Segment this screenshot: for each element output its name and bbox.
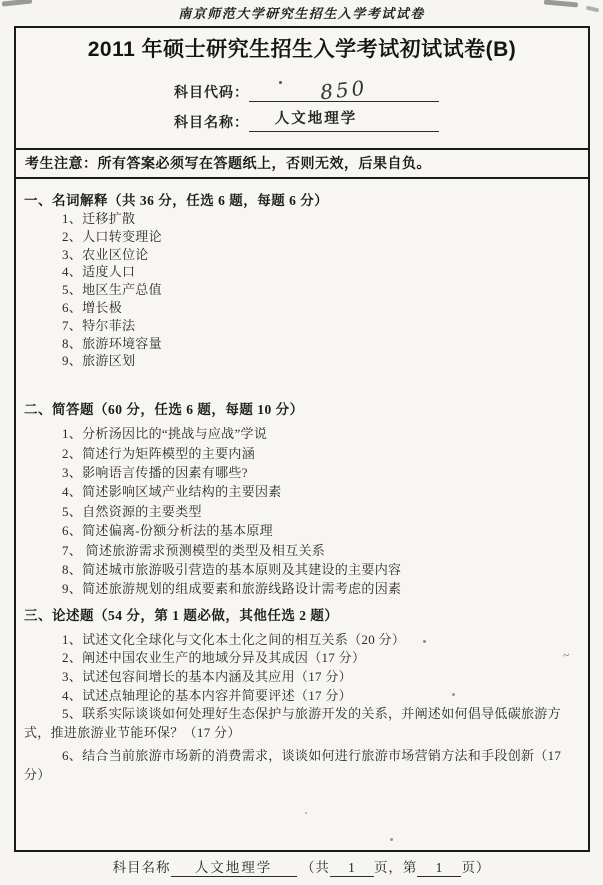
subject-code-underline: [249, 75, 439, 105]
footer-pages-open: （共: [300, 860, 330, 875]
question-item: 2、简述行为矩阵模型的主要内涵: [62, 445, 256, 461]
footer-total-pages: 1: [330, 860, 374, 877]
section-short-answer-heading: 二、简答题（60 分，任选 6 题，每题 10 分）: [24, 402, 304, 418]
question-item: 7、 简述旅游需求预测模型的类型及相互关系: [62, 542, 326, 558]
footer-subject-label: 科目名称: [112, 860, 171, 875]
section-essay: [24, 607, 576, 785]
questions-area: [16, 179, 588, 785]
section-short-answer: [24, 401, 576, 599]
question-item: 4、简述影响区域产业结构的主要因素: [62, 484, 282, 500]
exam-title: 2011 年硕士研究生招生入学考试初试试卷(B): [87, 38, 517, 61]
question-item: 6、简述偏离-份额分析法的基本原理: [62, 523, 273, 539]
scan-speck: [390, 838, 393, 841]
subject-name-underline: [249, 107, 439, 132]
subject-name-label: 科目名称：: [174, 116, 249, 131]
question-item: 5、地区生产总值: [62, 282, 162, 298]
question-item: 5、联系实际谈谈如何处理好生态保护与旅游开发的关系，并阐述如何倡导低碳旅游方式，推进旅游业节能环保？（17 分）: [24, 706, 561, 740]
footer-subject-value: 人文地理学: [171, 856, 297, 877]
scan-speck: [423, 640, 426, 643]
footer-pages-close: 页）: [461, 860, 491, 875]
subject-name-value: 人文地理学: [274, 111, 358, 127]
footer-pages-mid: 页，第: [373, 860, 418, 875]
subject-fields: [174, 77, 588, 137]
page-header: 南京师范大学研究生招生入学考试试卷: [178, 7, 425, 22]
question-item: 3、影响语言传播的因素有哪些?: [62, 464, 248, 480]
subject-code-row: [174, 77, 588, 107]
ink-dot: [279, 81, 282, 84]
question-item: 6、结合当前旅游市场新的消费需求，谈谈如何进行旅游市场营销方法和手段创新（17 分）: [24, 748, 562, 782]
subject-code-value: 850: [319, 75, 369, 105]
question-item: 1、试述文化全球化与文化本土化之间的相互关系（20 分）: [62, 631, 406, 647]
exam-paper-frame: [14, 26, 590, 852]
question-item: 8、简述城市旅游吸引营造的基本原则及其建设的主要内容: [62, 562, 402, 578]
question-item: 7、特尔菲法: [62, 317, 136, 333]
notice-banner: 考生注意：所有答案必须写在答题纸上，否则无效，后果自负。: [16, 148, 588, 179]
question-item: 9、简述旅游规划的组成要素和旅游线路设计需考虑的因素: [62, 581, 402, 597]
question-item: 4、适度人口: [62, 264, 136, 280]
subject-name-row: [174, 107, 588, 137]
question-item: 1、迁移扩散: [62, 211, 136, 226]
question-item: 4、试述点轴理论的基本内容并简要评述（17 分）: [62, 687, 352, 703]
scan-speck: [305, 812, 307, 814]
scan-mark: ~: [561, 647, 571, 663]
section-glossary-heading: 一、名词解释（共 36 分，任选 6 题，每题 6 分）: [24, 193, 329, 208]
question-item: 6、增长极: [62, 299, 122, 315]
question-item: 9、旅游区划: [62, 353, 136, 369]
question-item: 2、人口转变理论: [62, 228, 162, 244]
question-item: 3、农业区位论: [62, 246, 149, 262]
question-item: 3、试述包容间增长的基本内涵及其应用（17 分）: [62, 669, 352, 685]
section-glossary: [24, 192, 576, 370]
scan-speck: [452, 693, 455, 696]
section-essay-heading: 三、论述题（54 分，第 1 题必做，其他任选 2 题）: [24, 607, 339, 623]
subject-code-label: 科目代码：: [174, 86, 249, 101]
footer-current-page: 1: [417, 860, 461, 877]
page-footer: [0, 856, 603, 877]
question-item: 1、分析汤因比的“挑战与应战”学说: [62, 426, 268, 442]
question-item: 8、旅游环境容量: [62, 335, 162, 351]
question-item: 2、阐述中国农业生产的地域分异及其成因（17 分）: [62, 650, 366, 666]
question-item: 5、自然资源的主要类型: [62, 503, 202, 519]
